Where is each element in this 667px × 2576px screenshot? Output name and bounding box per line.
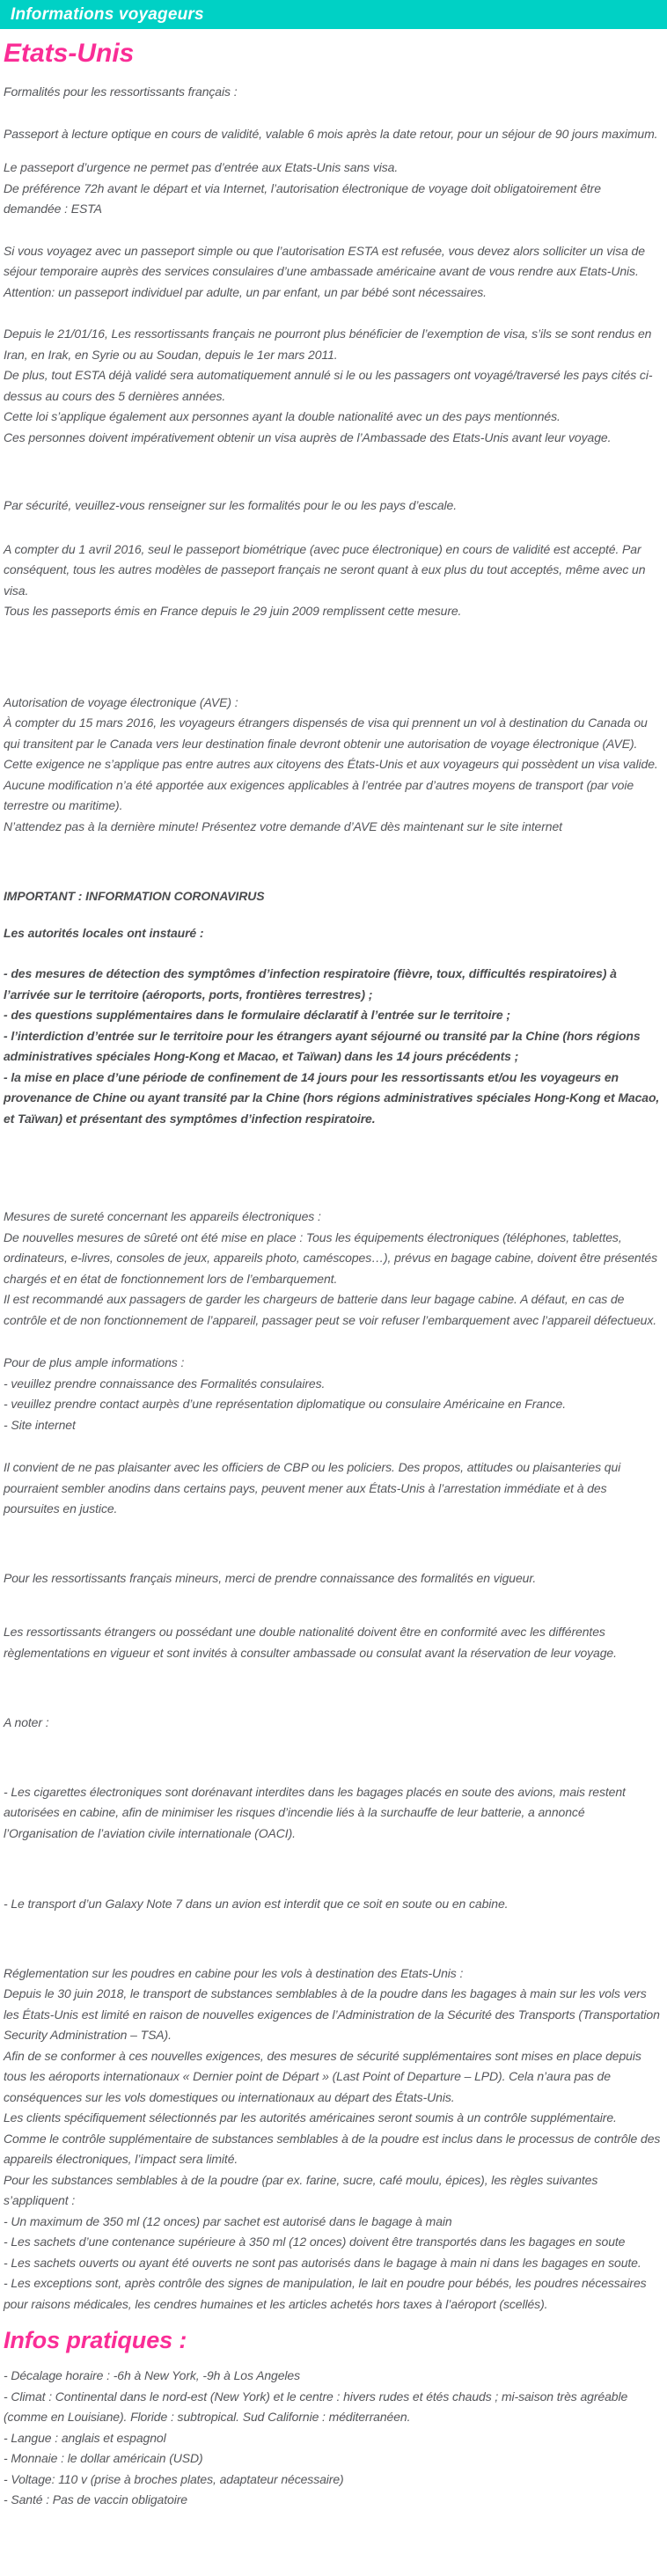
paragraph	[4, 1353, 662, 1435]
text-line: A noter :	[4, 1715, 49, 1729]
text-line: - Langue : anglais et espagnol	[4, 2430, 166, 2445]
text-line: Formalités pour les ressortissants français :	[4, 84, 238, 99]
text-line: Par sécurité, veuillez-vous renseigner sur les formalités pour le ou les pays d’escale.	[4, 498, 457, 512]
notice-paragraph	[4, 886, 662, 907]
paragraph	[4, 539, 662, 622]
text-line: - Les exceptions sont, après contrôle des signes de manipulation, le lait en poudre pour bébés, les poudres nécessaires pour raisons médicales, les cendres humaines et les articles achetés hors taxes à l’aéroport (scellés).	[4, 2276, 647, 2311]
text-line: Depuis le 21/01/16, Les ressortissants français ne pourront plus bénéficier de l’exemption de visa, s’ils se sont rendus en Iran, en Irak, en Syrie ou au Soudan, depuis le 1er mars 2011.	[4, 327, 652, 362]
travellers-info-header-bar	[0, 0, 667, 29]
notice-paragraph	[4, 923, 662, 944]
text-line: - Les cigarettes électroniques sont dorénavant interdites dans les bagages placés en soute des avions, mais restent autorisées en cabine, afin de minimiser les risques d’incendie liés à la surchauffe de leur batterie, a annoncé l’Organisation de l’aviation civile internationale (OACI).	[4, 1784, 626, 1840]
text-line: - Santé : Pas de vaccin obligatoire	[4, 2492, 187, 2506]
text-line: Passeport à lecture optique en cours de validité, valable 6 mois après la date retour, pour un séjour de 90 jours maximum.	[4, 126, 658, 141]
paragraph	[4, 1782, 662, 1845]
paragraph	[4, 495, 662, 517]
text-line: - Le transport d’un Galaxy Note 7 dans un avion est interdit que ce soit en soute ou en cabine.	[4, 1897, 509, 1911]
text-line: Le passeport d’urgence ne permet pas d’entrée aux Etats-Unis sans visa.	[4, 160, 399, 174]
text-line: - veuillez prendre contact aurpès d’une représentation diplomatique ou consulaire Américaine en France.	[4, 1397, 566, 1411]
text-line: - Un maximum de 350 ml (12 onces) par sachet est autorisé dans le bagage à main	[4, 2213, 452, 2228]
text-line: Les ressortissants étrangers ou possédant une double nationalité doivent être en conformité avec les différentes règlementations en vigueur et sont invités à consulter ambassade ou consulat avant la réservation de leur voyage.	[4, 1625, 617, 1660]
text-line: A compter du 1 avril 2016, seul le passeport biométrique (avec puce électronique) en cours de validité est accepté. Par conséquent, tous les autres modèles de passeport français ne seront quant à eux plus du tout acceptés, même avec un visa.	[4, 541, 646, 598]
text-line: De préférence 72h avant le départ et via Internet, l’autorisation électronique de voyage doit obligatoirement être demandée : ESTA	[4, 180, 601, 216]
text-line: N’attendez pas à la dernière minute! Présentez votre demande d’AVE dès maintenant sur le site internet	[4, 818, 562, 833]
text-line: - Climat : Continental dans le nord-est (New York) et le centre : hivers rudes et étés chauds ; mi-saison très agréable (comme en Louisiane). Floride : subtropical. Sud Californie : méditerranéen.	[4, 2389, 628, 2424]
text-line: - Monnaie : le dollar américain (USD)	[4, 2451, 203, 2465]
page-title: Informations voyageurs	[11, 4, 204, 24]
text-line: Il est recommandé aux passagers de garder les chargeurs de batterie dans leur bagage cabine. A défaut, en cas de contrôle et de non fonctionnement de l’appareil, passager peut se voir refuser l’embarquement avec l’appareil défectueux.	[4, 1292, 657, 1327]
country-title: Etats-Unis	[4, 39, 135, 68]
paragraph	[4, 1457, 662, 1520]
paragraph	[4, 1894, 662, 1915]
text-line: - des mesures de détection des symptômes d’infection respiratoire (fièvre, toux, difficultés respiratoires) à l’arrivée sur le territoire (aéroports, ports, frontières terrestres) ;	[4, 966, 617, 1002]
text-line: Cette loi s’applique également aux personnes ayant la double nationalité avec un des pays mentionnés.	[4, 409, 561, 423]
text-line: Les clients spécifiquement sélectionnés par les autorités américaines seront soumis à un contrôle supplémentaire.	[4, 2110, 617, 2125]
paragraph	[4, 241, 662, 304]
paragraph	[4, 124, 662, 145]
paragraph	[4, 1713, 662, 1734]
text-line: - Les sachets ouverts ou ayant été ouverts ne sont pas autorisés dans le bagage à main ni dans les bagages en soute.	[4, 2255, 641, 2270]
text-line: Attention: un passeport individuel par adulte, un par enfant, un par bébé sont nécessaires.	[4, 284, 487, 299]
text-line: Pour les ressortissants français mineurs, merci de prendre connaissance des formalités en vigueur.	[4, 1570, 537, 1585]
text-line: IMPORTANT : INFORMATION CORONAVIRUS	[4, 889, 265, 903]
text-line: Il convient de ne pas plaisanter avec les officiers de CBP ou les policiers. Des propos, attitudes ou plaisanteries qui pourraient sembler anodins dans certains pays, peuvent mener aux États-Unis à l’arrestation immédiate et à des poursuites en justice.	[4, 1460, 621, 1516]
text-line: Pour de plus ample informations :	[4, 1355, 185, 1369]
text-line: Ces personnes doivent impérativement obtenir un visa auprès de l’Ambassade des Etats-Unis avant leur voyage.	[4, 429, 612, 444]
text-line: À compter du 15 mars 2016, les voyageurs étrangers dispensés de visa qui prennent un vol à destination du Canada ou qui transitent par le Canada vers leur destination finale devront obtenir une autorisation de voyage électronique (AVE). Cette exigence ne s’applique pas entre autres aux citoyens des États-Unis et aux voyageurs qui possèdent un visa valide. Aucune modification n’a été apportée aux exigences applicables à l’entrée par d’autres moyens de transport (par voie terrestre ou maritime).	[4, 716, 658, 812]
text-line: Si vous voyagez avec un passeport simple ou que l’autorisation ESTA est refusée, vous devez alors solliciter un visa de séjour temporaire auprès des services consulaires d’une ambassade américaine avant de vous rendre aux Etats-Unis.	[4, 243, 645, 278]
text-line: - Les sachets d’une contenance supérieure à 350 ml (12 onces) doivent être transportés dans les bagages en soute	[4, 2235, 626, 2249]
text-line: - l’interdiction d’entrée sur le territoire pour les étrangers ayant séjourné ou transité par la Chine (hors régions administratives spéciales Hong-Kong et Macao, et Taïwan) dans les 14 jours précédents ;	[4, 1028, 641, 1063]
text-line: - Site internet	[4, 1417, 76, 1432]
paragraph	[4, 1963, 662, 2315]
text-line: Les autorités locales ont instauré :	[4, 925, 204, 940]
text-line: Autorisation de voyage électronique (AVE) :	[4, 694, 238, 709]
text-line: - Décalage horaire : -6h à New York, -9h à Los Angeles	[4, 2368, 301, 2382]
text-line: Réglementation sur les poudres en cabine pour les vols à destination des Etats-Unis :	[4, 1965, 464, 1980]
text-line: - la mise en place d’une période de confinement de 14 jours pour les ressortissants et/ou les voyageurs en provenance de Chine ou ayant transité par la Chine (hors régions administratives spéciales Hong-Kong et Macao, et Taïwan) et présentant des symptômes d’infection respiratoire.	[4, 1069, 660, 1126]
text-line: De nouvelles mesures de sûreté ont été mise en place : Tous les équipements électroniques (téléphones, tablettes, ordinateurs, e-livres, consoles de jeux, appareils photo, caméscopes…), prévus en bagage cabine, doivent être présentés chargés et en état de fonctionnement lors de l’embarquement.	[4, 1229, 657, 1286]
paragraph	[4, 324, 662, 448]
text-line: Depuis le 30 juin 2018, le transport de substances semblables à de la poudre dans les bagages à main sur les vols vers les États-Unis est limité en raison de nouvelles exigences de l’Administration de la Sécurité des Transports (Transportation Security Administration – TSA).	[4, 1986, 660, 2042]
paragraph	[4, 158, 662, 220]
paragraph	[4, 693, 662, 838]
text-line: Comme le contrôle supplémentaire de substances semblables à de la poudre est inclus dans le processus de contrôle des appareils électroniques, l’impact sera limité.	[4, 2131, 661, 2166]
text-line: Mesures de sureté concernant les appareils électroniques :	[4, 1209, 321, 1223]
text-line: - veuillez prendre connaissance des Formalités consulaires.	[4, 1376, 326, 1391]
text-line: Pour les substances semblables à de la poudre (par ex. farine, sucre, café moulu, épices), les règles suivantes s’appliquent :	[4, 2172, 598, 2207]
text-line: De plus, tout ESTA déjà validé sera automatiquement annulé si le ou les passagers ont voyagé/traversé les pays cités ci-dessus au cours des 5 dernières années.	[4, 368, 653, 403]
notice-paragraph	[4, 964, 662, 1129]
paragraph	[4, 1207, 662, 1331]
section-heading-infos-pratiques: Infos pratiques :	[4, 2327, 187, 2353]
content	[0, 82, 667, 2532]
paragraph	[4, 1568, 662, 1589]
text-line: - des questions supplémentaires dans le formulaire déclaratif à l’entrée sur le territoire ;	[4, 1008, 510, 1022]
text-line: Tous les passeports émis en France depuis le 29 juin 2009 remplissent cette mesure.	[4, 604, 462, 618]
text-line: - Voltage: 110 v (prise à broches plates, adaptateur nécessaire)	[4, 2471, 344, 2486]
paragraph	[4, 2366, 662, 2511]
paragraph	[4, 82, 662, 103]
text-line: Afin de se conformer à ces nouvelles exigences, des mesures de sécurité supplémentaires sont mises en place depuis tous les aéroports internationaux « Dernier point de Départ » (Last Point of Departure – LPD). Cela n’aura pas de conséquences sur les vols domestiques ou internationaux au départ des États-Unis.	[4, 2048, 641, 2104]
paragraph	[4, 1622, 662, 1663]
